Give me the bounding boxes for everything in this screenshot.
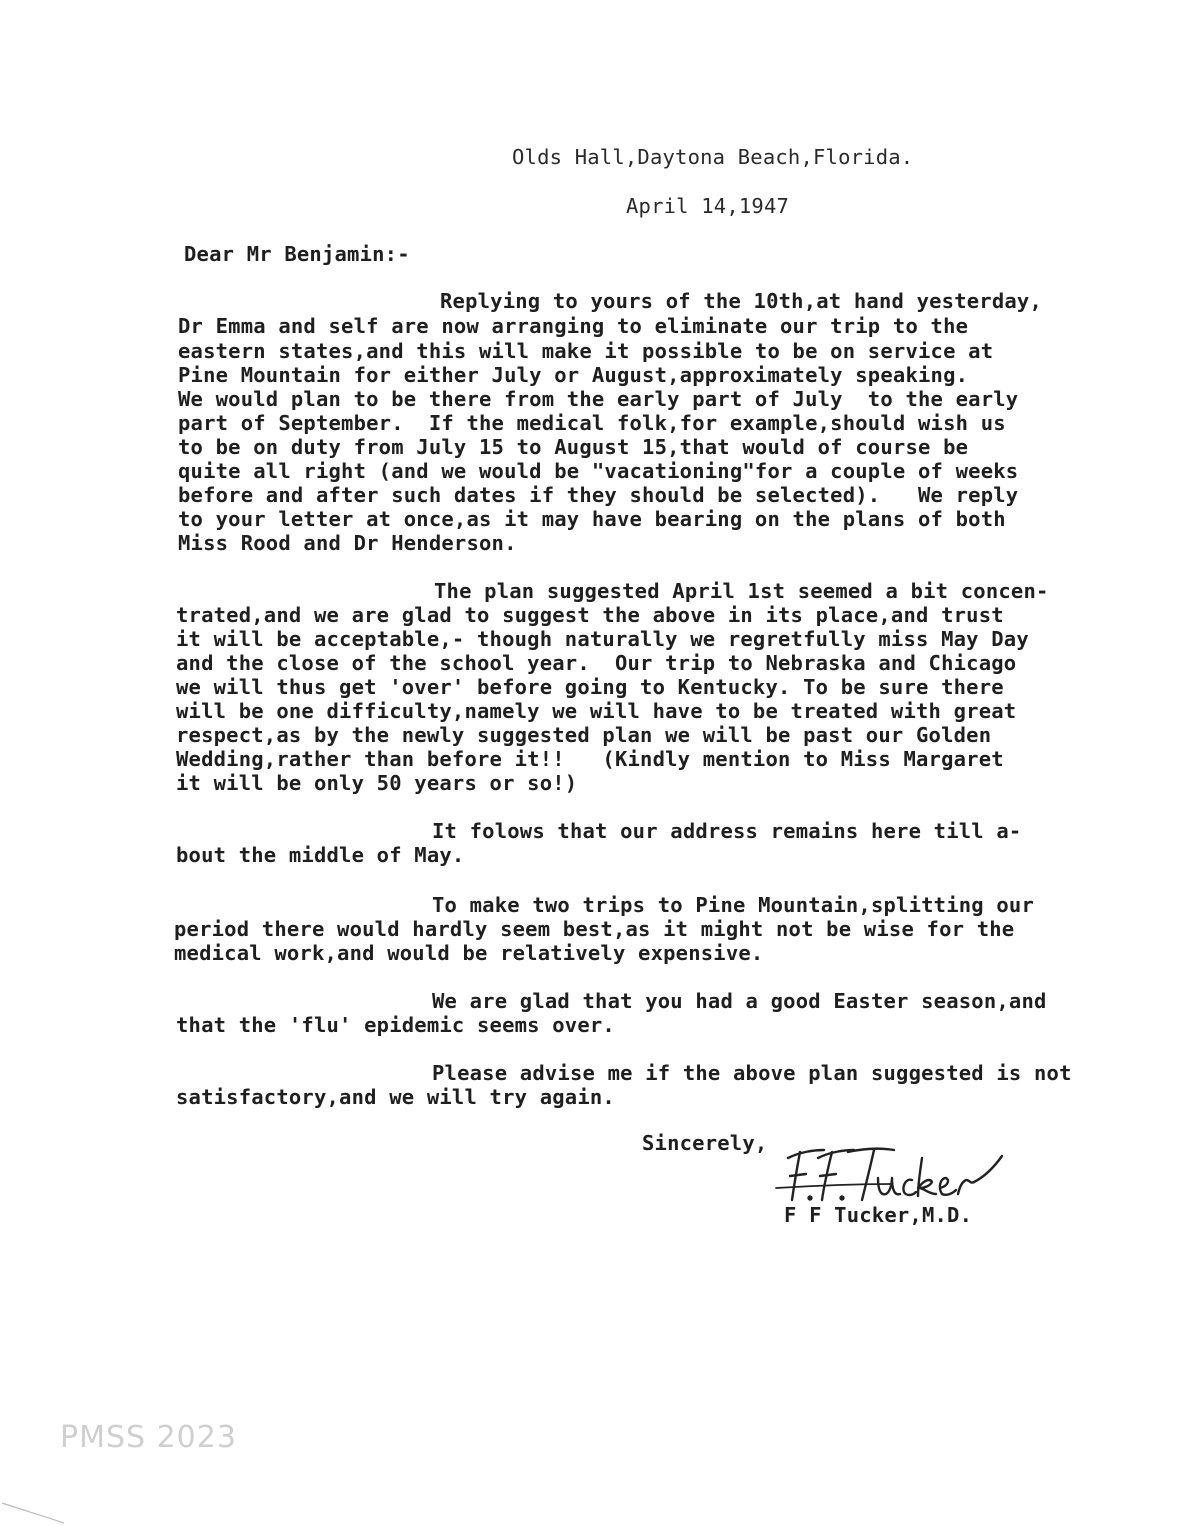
paragraph-line: respect,as by the newly suggested plan we will be past our Golden bbox=[176, 723, 992, 747]
paragraph-line: quite all right (and we would be "vacationing"for a couple of weeks bbox=[178, 459, 1019, 483]
paragraph-line: Replying to yours of the 10th,at hand yesterday, bbox=[440, 289, 1043, 313]
paragraph-line: trated,and we are glad to suggest the above in its place,and trust bbox=[176, 603, 1004, 627]
paragraph-line: period there would hardly seem best,as it might not be wise for the bbox=[174, 917, 1015, 941]
paragraph-line: to your letter at once,as it may have bearing on the plans of both bbox=[178, 507, 1006, 531]
paragraph-line: will be one difficulty,namely we will have to be treated with great bbox=[176, 699, 1017, 723]
paragraph-line: part of September. If the medical folk,for example,should wish us bbox=[178, 411, 1006, 435]
letter-date: April 14,1947 bbox=[626, 194, 790, 218]
paragraph-line: To make two trips to Pine Mountain,splitting our bbox=[432, 893, 1035, 917]
paragraph-line: It folows that our address remains here till a- bbox=[432, 819, 1022, 843]
paragraph-line: it will be acceptable,- though naturally we regretfully miss May Day bbox=[176, 627, 1029, 651]
signer-name: F F Tucker,M.D. bbox=[784, 1203, 973, 1227]
paragraph-line: The plan suggested April 1st seemed a bit concen- bbox=[434, 579, 1049, 603]
paragraph-line: We are glad that you had a good Easter season,and bbox=[432, 989, 1047, 1013]
watermark: PMSS 2023 bbox=[60, 1420, 237, 1455]
paragraph-line: we will thus get 'over' before going to Kentucky. To be sure there bbox=[176, 675, 1004, 699]
paragraph-line: before and after such dates if they should be selected). We reply bbox=[178, 483, 1019, 507]
paragraph-line: to be on duty from July 15 to August 15,that would of course be bbox=[178, 435, 969, 459]
sender-address: Olds Hall,Daytona Beach,Florida. bbox=[512, 145, 914, 169]
paragraph-line: satisfactory,and we will try again. bbox=[176, 1085, 615, 1109]
paper-edge-mark bbox=[0, 1495, 70, 1525]
paragraph-line: it will be only 50 years or so!) bbox=[176, 771, 578, 795]
paragraph-line: that the 'flu' epidemic seems over. bbox=[176, 1013, 615, 1037]
paragraph-line: bout the middle of May. bbox=[176, 843, 465, 867]
paragraph-line: Please advise me if the above plan suggested is not bbox=[432, 1061, 1072, 1085]
paragraph-line: Pine Mountain for either July or August,approximately speaking. bbox=[178, 363, 969, 387]
closing: Sincerely, bbox=[642, 1131, 768, 1155]
paragraph-line: eastern states,and this will make it possible to be on service at bbox=[178, 339, 994, 363]
paragraph-line: medical work,and would be relatively expensive. bbox=[174, 941, 764, 965]
paragraph-line: Dr Emma and self are now arranging to eliminate our trip to the bbox=[178, 314, 969, 338]
paragraph-line: We would plan to be there from the early part of July to the early bbox=[178, 387, 1019, 411]
salutation: Dear Mr Benjamin:- bbox=[184, 242, 410, 266]
paragraph-line: and the close of the school year. Our trip to Nebraska and Chicago bbox=[176, 651, 1017, 675]
paragraph-line: Miss Rood and Dr Henderson. bbox=[178, 531, 517, 555]
paragraph-line: Wedding,rather than before it!! (Kindly mention to Miss Margaret bbox=[176, 747, 1004, 771]
